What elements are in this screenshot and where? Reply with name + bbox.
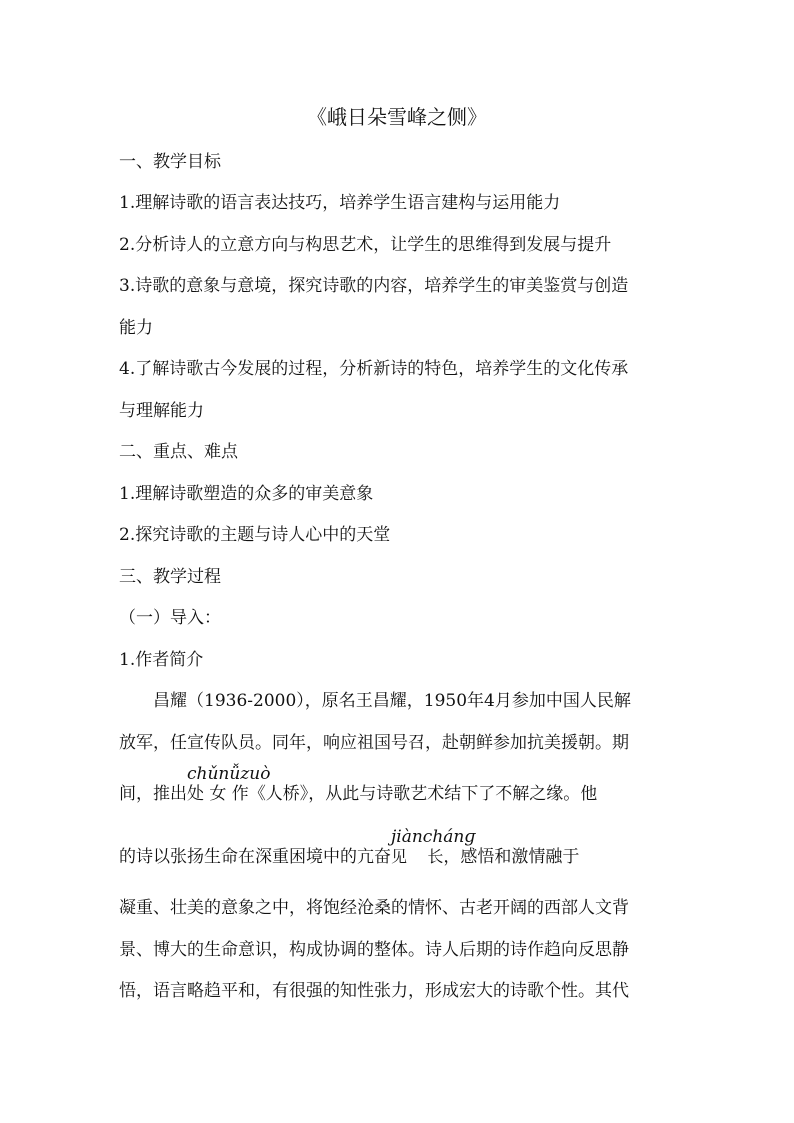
keypoint-item-2: 2.探究诗歌的主题与诗人心中的天堂 (119, 525, 391, 545)
ruby-jianchang (391, 827, 476, 868)
objective-item-3-cont: 能力 (119, 318, 153, 338)
paragraph-line-4-after: ，感悟和激情融于 (443, 847, 580, 867)
objective-item-1: 1.理解诗歌的语言表达技巧，培养学生语言建构与运用能力 (119, 193, 561, 213)
pinyin-annotation: jiànchánɡ (391, 827, 476, 847)
paragraph-line-6: 景、博大的生命意识，构成协调的整体。诗人后期的诗作趋向反思静 (119, 940, 629, 960)
section-heading-process: 三、教学过程 (119, 567, 221, 587)
author-intro-heading: 1.作者简介 (119, 650, 204, 670)
paragraph-line-3-after: 《人桥》，从此与诗歌艺术结下了不解之缘。他 (248, 784, 598, 804)
ruby-base-text: 见 长 (391, 847, 444, 866)
objective-item-2: 2.分析诗人的立意方向与构思艺术，让学生的思维得到发展与提升 (119, 235, 612, 255)
ruby-base-text: 处 女 作 (187, 784, 249, 804)
paragraph-line-2: 放军，任宣传队员。同年，响应祖国号召，赴朝鲜参加抗美援朝。期 (119, 733, 629, 753)
paragraph-line-5: 凝重、壮美的意象之中，将饱经沧桑的情怀、古老开阔的西部人文背 (119, 898, 629, 918)
paragraph-line-4-before: 的诗以张扬生命在深重困境中的亢奋 (119, 847, 391, 867)
paragraph-line-3 (119, 764, 598, 805)
paragraph-line-7: 悟，语言略趋平和，有很强的知性张力，形成宏大的诗歌个性。其代 (119, 981, 629, 1001)
subsection-intro: （一）导入： (119, 608, 221, 628)
section-heading-objectives: 一、教学目标 (119, 152, 221, 172)
paragraph-line-4 (119, 827, 580, 868)
objective-item-4-cont: 与理解能力 (119, 401, 204, 421)
paragraph-line-1: 昌耀（1936-2000），原名王昌耀，1950年4月参加中国人民解 (153, 691, 631, 711)
section-heading-keypoints: 二、重点、难点 (119, 442, 238, 462)
objective-item-3: 3.诗歌的意象与意境，探究诗歌的内容，培养学生的审美鉴赏与创造 (119, 276, 629, 296)
keypoint-item-1: 1.理解诗歌塑造的众多的审美意象 (119, 484, 374, 504)
ruby-chunuzuo (187, 764, 271, 805)
paragraph-line-3-before: 间，推出 (119, 784, 187, 804)
document-title: 《峨日朵雪峰之侧》 (307, 105, 487, 129)
pinyin-annotation: chǔnǚzuò (187, 764, 271, 784)
objective-item-4: 4.了解诗歌古今发展的过程，分析新诗的特色，培养学生的文化传承 (119, 359, 629, 379)
